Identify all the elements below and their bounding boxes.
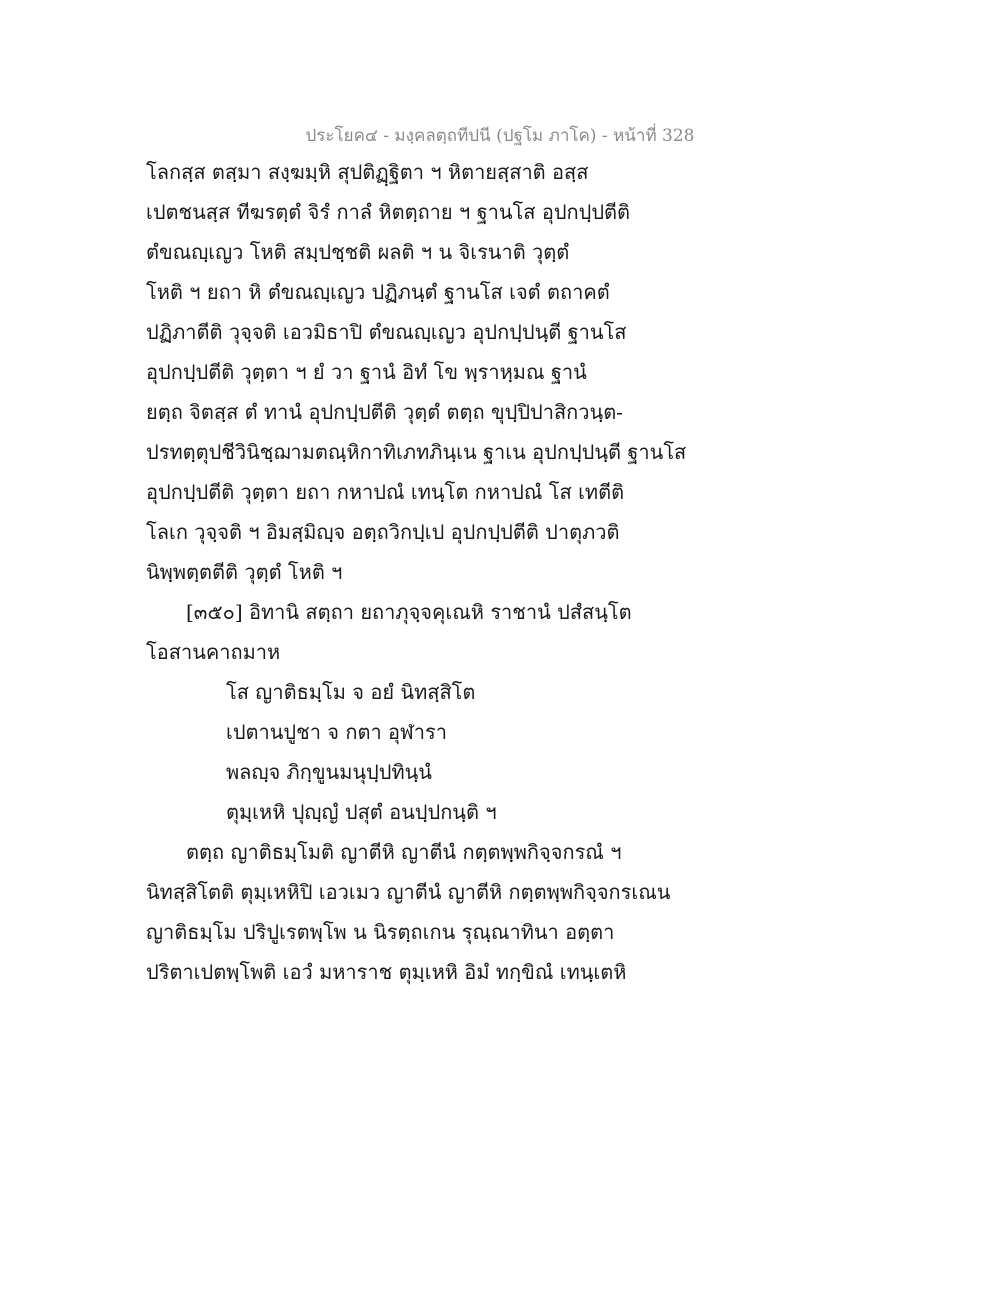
text-line: โหติ ฯ ยถา หิ ตํขณญฺเญว ปฏิภนฺตํ ฐานโส เจตํ ตถาคตํ [146,280,610,304]
text-line: ตํขณญฺเญว โหติ สมฺปชฺชติ ผลติ ฯ น จิเรนาติ วุตฺตํ [146,240,570,264]
page-header: ประโยค๔ - มงฺคลตฺถทีปนี (ปฐโม ภาโค) - หน้าที่ 328 [305,126,695,146]
verse-line: พลญฺจ ภิกฺขูนมนุปฺปทินฺนํ [226,760,432,784]
body-text [146,152,706,992]
text-line: โลเก วุจฺจติ ฯ อิมสฺมิญฺจ อตฺถวิกปฺเป อุปกปฺปตีติ ปาตุภวติ [146,520,620,544]
text-line: อุปกปฺปตีติ วุตฺตา ยถา กหาปณํ เทนฺโต กหาปณํ โส เทตีติ [146,480,625,504]
text-line: ปรทตฺตุปชีวินิชฺฌามตณฺหิกาทิเภทภินฺเน ฐาเน อุปกปฺปนฺตี ฐานโส [146,440,687,464]
text-line: ยตฺถ จิตสฺส ตํ ทานํ อุปกปฺปตีติ วุตฺตํ ตตฺถ ขุปฺปิปาสิกวนฺต- [146,400,623,424]
verse-line: เปตานปูชา จ กตา อุฬารา [226,720,447,744]
text-line: โลกสฺส ตสฺมา สงฺฆมฺหิ สุปติฏฺฐิตา ฯ หิตายสฺสาติ อสฺส [146,160,589,184]
text-line: ปฏิภาตีติ วุจฺจติ เอวมิธาปิ ตํขณญฺเญว อุปกปฺปนฺตี ฐานโส [146,320,627,344]
verse-line: ตุมฺเหหิ ปุญฺญํ ปสุตํ อนปฺปกนฺติ ฯ [226,800,497,824]
text-line: นิพฺพตฺตตีติ วุตฺตํ โหติ ฯ [146,560,343,584]
verse-line: โส ญาติธมฺโม จ อยํ นิทสฺสิโต [226,680,476,704]
text-line: ญาติธมฺโม ปริปูเรตพฺโพ น นิรตฺถเกน รุณฺณาทินา อตฺตา [146,920,615,944]
text-line: อุปกปฺปตีติ วุตฺตา ฯ ยํ วา ฐานํ อิทํ โข พฺราหฺมณ ฐานํ [146,360,587,384]
paragraph-opening-line: [๓๕๐] อิทานิ สตฺถา ยถาภุจฺจคุเณหิ ราชานํ ปสํสนฺโต [186,600,632,624]
text-line: ปริตาเปตพฺโพติ เอวํ มหาราช ตุมฺเหหิ อิมํ ทกฺขิณํ เทนฺเตหิ [146,960,627,984]
text-line: เปตชนสฺส ทีฆรตฺตํ จิรํ กาลํ หิตตฺถาย ฯ ฐานโส อุปกปฺปตีติ [146,200,631,224]
text-line: โอสานคาถมาห [146,640,281,664]
paragraph-opening-line: ตตฺถ ญาติธมฺโมติ ญาตีหิ ญาตีนํ กตฺตพฺพกิจฺจกรณํ ฯ [186,840,622,864]
text-line: นิทสฺสิโตติ ตุมฺเหหิปิ เอวเมว ญาตีนํ ญาตีหิ กตฺตพฺพกิจฺจกรเณน [146,880,671,904]
